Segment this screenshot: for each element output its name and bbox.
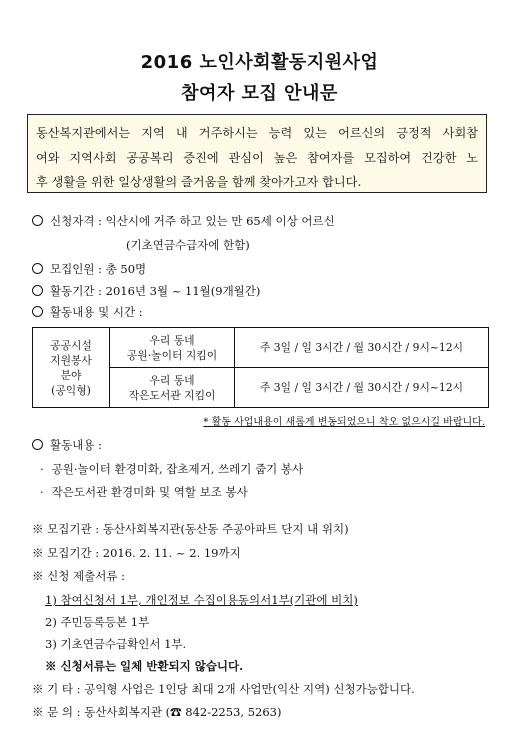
period-line (32, 283, 260, 299)
intro-line-1: 동산복지관에서는 지역 내 거주하시는 능력 있는 어르신의 긍정적 사회참 (36, 126, 478, 140)
activity-time-text: 활동내용 및 시간 : (50, 305, 143, 319)
organization-line: ※ 모집기관 : 동산사회복지관(동산동 주공아파트 단지 내 위치) (32, 522, 349, 536)
intro-line-2: 여와 지역사회 공공복리 증진에 관심이 높은 참여자를 모집하여 건강한 노 (36, 150, 478, 165)
intro-line-3: 후 생활을 위한 일상생활의 즐거움을 함께 찾아가고자 합니다. (36, 175, 362, 189)
period-text: 활동기간 : 2016년 3월 ~ 11월(9개월간) (50, 284, 261, 298)
qualification-detail: (기초연금수급자에 한함) (126, 238, 250, 252)
list-item: · 공원·놀이터 환경미화, 잡초제거, 쓰레기 줍기 봉사 (40, 462, 304, 476)
place-cell: 우리 동네 공원·놀이터 지킴이 (110, 328, 235, 368)
dot-bullet-icon: · (40, 485, 44, 499)
circle-bullet-icon (32, 306, 43, 317)
time-cell: 주 3일 / 일 3시간 / 월 30시간 / 9시~12시 (235, 368, 489, 408)
page-subtitle: 참여자 모집 안내문 (181, 83, 338, 104)
activity-time-line (32, 304, 143, 320)
document-item-2: 2) 주민등록등본 1부 (45, 615, 150, 629)
recruitment-text: 모집인원 : 총 50명 (50, 262, 147, 276)
circle-bullet-icon (32, 215, 43, 226)
table-note: * 활동 사업내용이 새롭게 변동되었으니 착오 없으시길 바랍니다. (203, 417, 485, 428)
list-item: · 작은도서관 환경미화 및 역할 보조 봉사 (40, 485, 248, 499)
category-cell: 공공시설 지원봉사 분야 (공익형) (33, 328, 110, 408)
table-row (33, 328, 489, 368)
contact-line: ※ 문 의 : 동산사회복지관 (☎ 842-2253, 5263) (32, 705, 282, 719)
documents-heading: ※ 신청 제출서류 : (32, 569, 125, 583)
circle-bullet-icon (32, 439, 43, 450)
time-cell: 주 3일 / 일 3시간 / 월 30시간 / 9시~12시 (235, 328, 489, 368)
circle-bullet-icon (32, 263, 43, 274)
document-item-3: 3) 기초연금수급확인서 1부. (45, 637, 187, 651)
intro-box (27, 114, 487, 193)
qualification-line (32, 213, 335, 229)
phone-icon: ☎ (170, 705, 182, 719)
recruit-period-line: ※ 모집기간 : 2016. 2. 11. ~ 2. 19까지 (32, 546, 241, 560)
dot-bullet-icon: · (40, 462, 44, 476)
qualification-text: 신청자격 : 익산시에 거주 하고 있는 만 65세 이상 어르신 (50, 214, 335, 228)
place-cell: 우리 동네 작은도서관 지킴이 (110, 368, 235, 408)
page-title: 2016 노인사회활동지원사업 (140, 52, 379, 73)
activities-heading: 활동내용 : (32, 437, 102, 453)
schedule-table (32, 327, 489, 408)
recruitment-line (32, 261, 146, 277)
documents-note: ※ 신청서류는 일체 반환되지 않습니다. (45, 659, 244, 673)
circle-bullet-icon (32, 285, 43, 296)
etc-line: ※ 기 타 : 공익형 사업은 1인당 최대 2개 사업만(익산 지역) 신청가능합니다. (32, 682, 415, 696)
document-item-1: 1) 참여신청서 1부, 개인정보 수집이용동의서1부(기관에 비치) (45, 593, 358, 607)
